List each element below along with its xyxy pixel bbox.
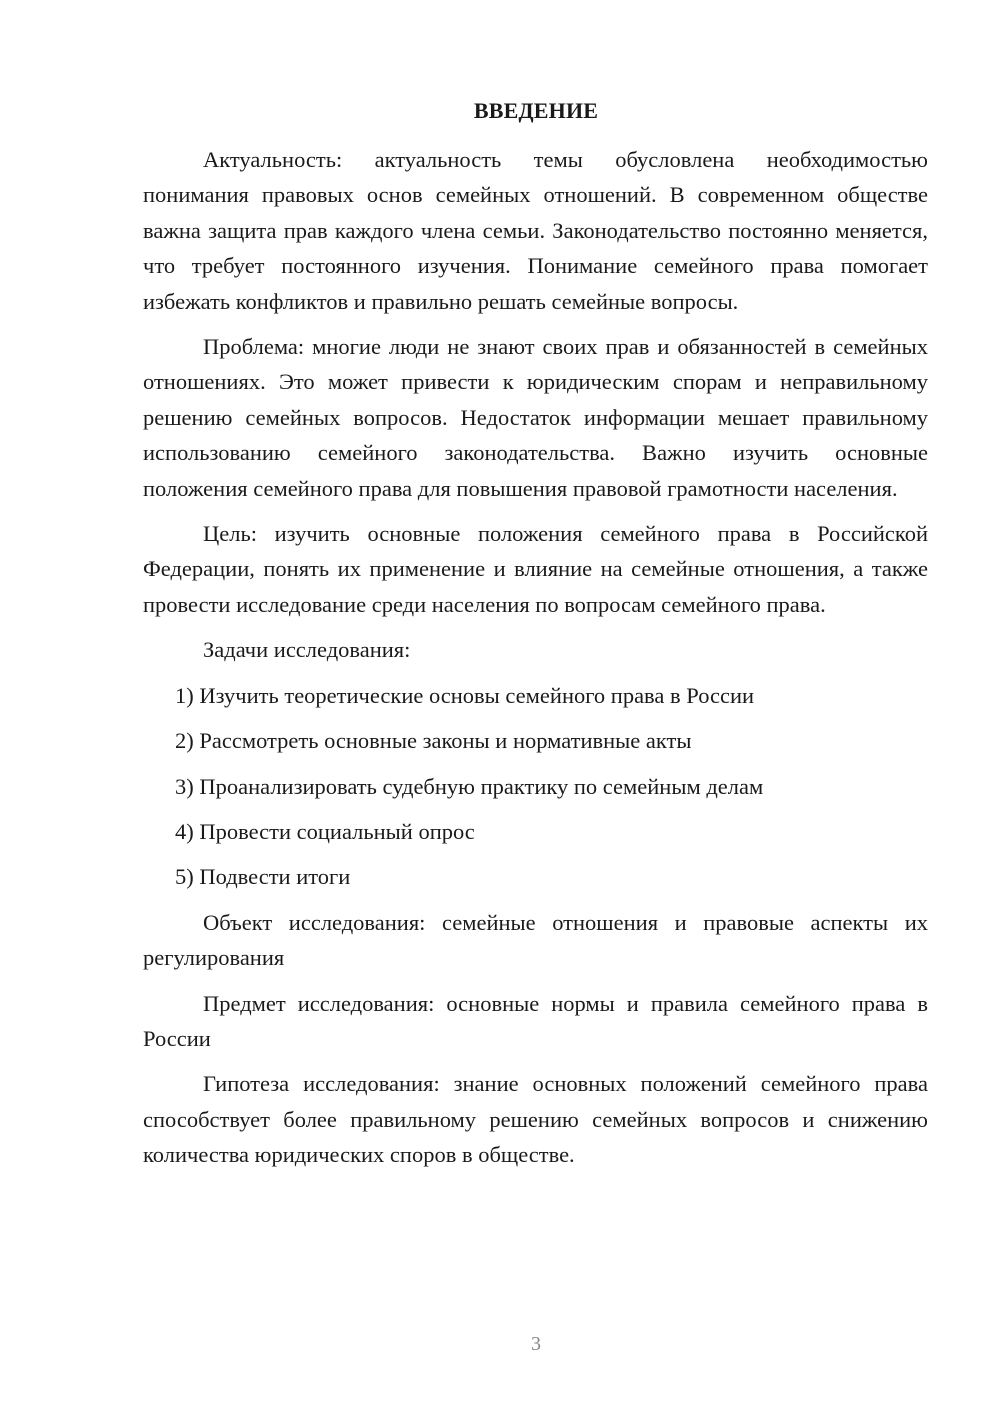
tasks-title: Задачи исследования: [203,637,411,663]
paragraph-object: Объект исследования: семейные отношения и правовые аспекты их регулирования [143,909,928,971]
list-item-task: 5) Подвести итоги [175,864,351,890]
tasks-list [143,678,928,895]
list-item-task: 3) Проанализировать судебную практику по семейным делам [175,773,764,799]
paragraph-hypothesis: Гипотеза исследования: знание основных положений семейного права способствует более правильному решению семейных вопросов и снижению количества юридических споров в обществе. [143,1071,928,1168]
paragraph-problem: Проблема: многие люди не знают своих прав и обязанностей в семейных отношениях. Это может привести к юридическим спорам и неправильному решению семейных вопросов. Недостаток информации мешает правильному использованию семейного законодательства. Важно изучить основные положения семейного права для повышения правовой грамотности населения. [143,334,928,501]
list-item-task: 4) Провести социальный опрос [175,818,475,844]
paragraph-relevance: Актуальность: актуальность темы обусловлена необходимостью понимания правовых основ семейных отношений. В современном обществе важна защита прав каждого члена семьи. Законодательство постоянно меняется, что требует постоянного изучения. Понимание семейного права помогает избежать конфликтов и правильно решать семейные вопросы. [143,147,928,314]
paragraph-goal: Цель: изучить основные положения семейного права в Российской Федерации, понять их применение и влияние на семейные отношения, а также провести исследование среди населения по вопросам семейного права. [143,521,928,617]
list-item-task: 1) Изучить теоретические основы семейного права в России [175,682,755,708]
paragraph-subject: Предмет исследования: основные нормы и правила семейного права в России [143,990,928,1051]
page-number: 3 [531,1333,541,1355]
document-body [143,142,928,1183]
list-item-task: 2) Рассмотреть основные законы и нормативные акты [175,728,692,754]
section-heading: ВВЕДЕНИЕ [473,98,599,123]
